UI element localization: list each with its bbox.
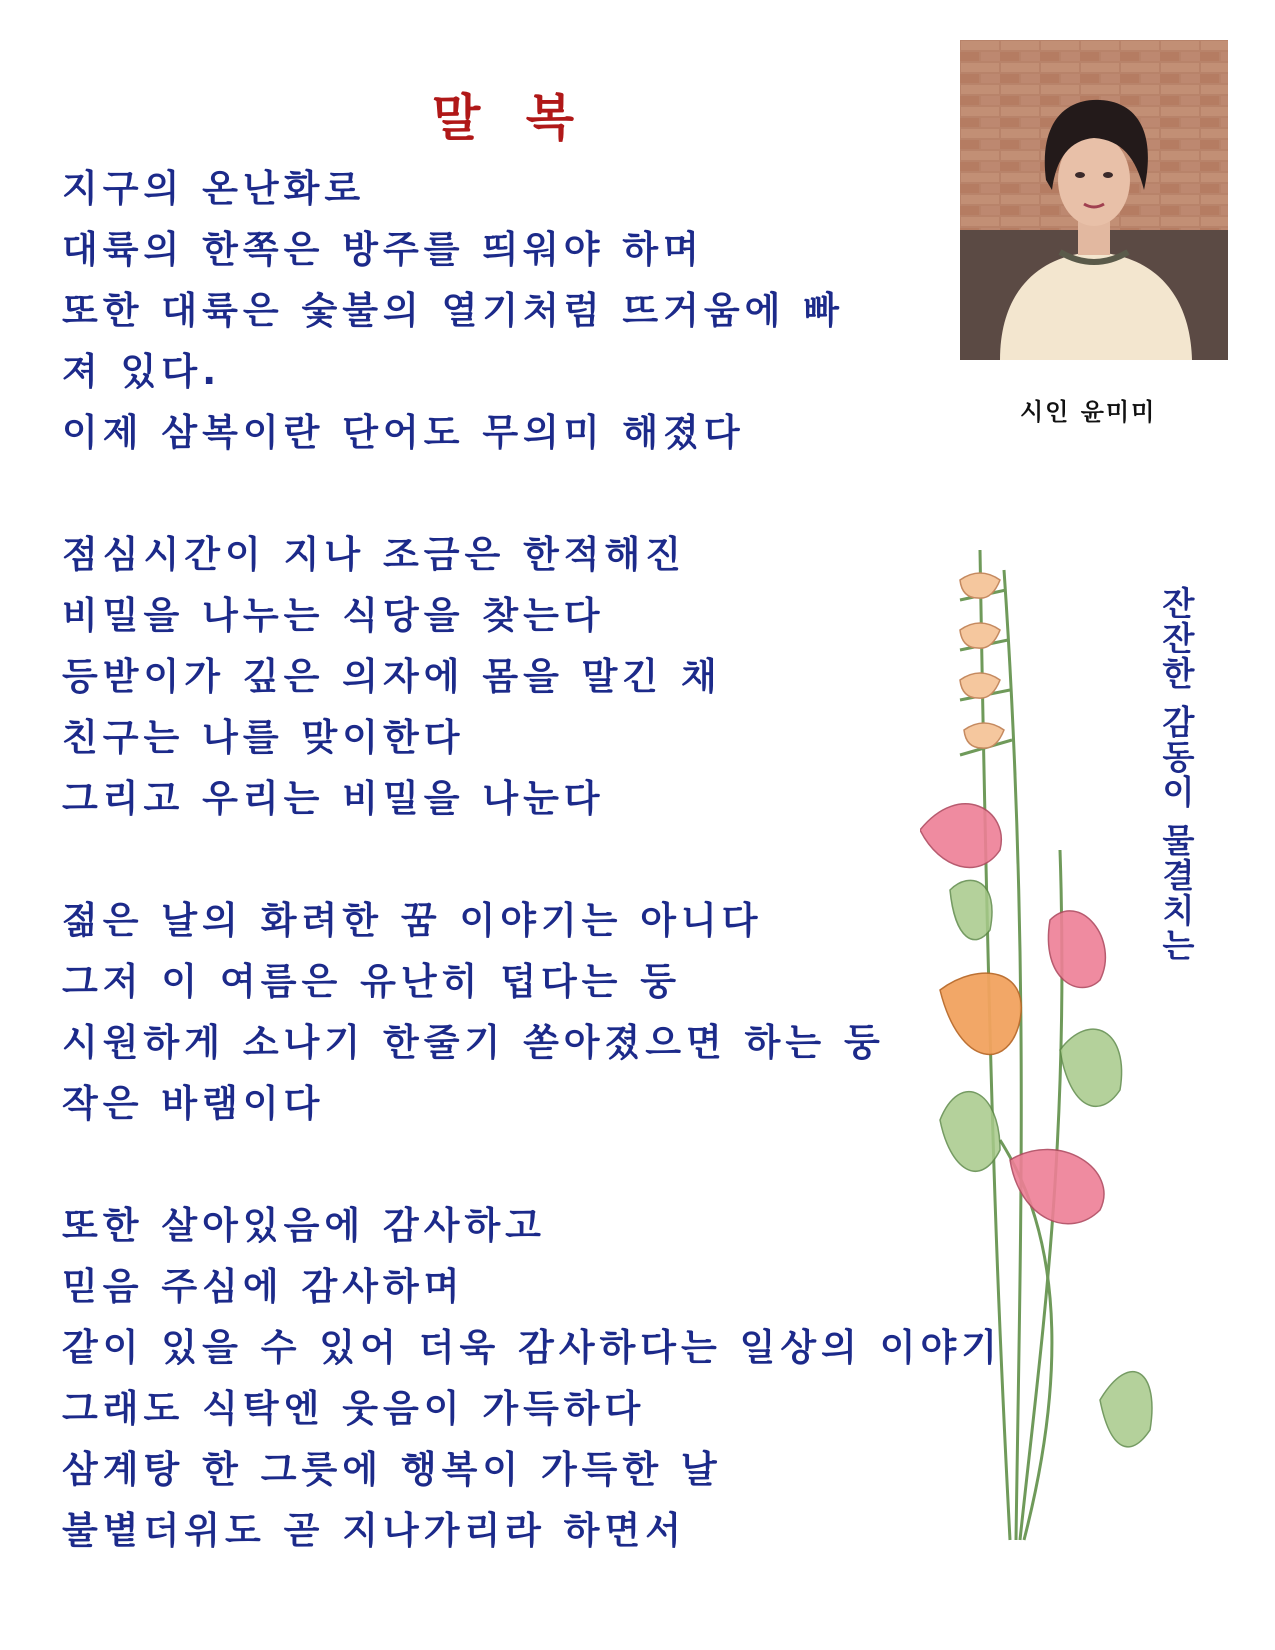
poem-line: 이제 삼복이란 단어도 무의미 해졌다: [62, 411, 745, 454]
poem-line: 또한 살아있음에 감사하고: [62, 1204, 546, 1247]
poem-line: 젊은 날의 화려한 꿈 이야기는 아니다: [62, 899, 763, 942]
vertical-side-text: 잔잔한 감동이 물결치는: [1157, 586, 1196, 963]
stanza-gap: [62, 1134, 942, 1195]
poem-line: 삼계탕 한 그릇에 행복이 가득한 날: [62, 1448, 722, 1491]
poem-line: 같이 있을 수 있어 더욱 감사하다는 일상의 이야기: [62, 1326, 1003, 1369]
poem-line: 지구의 온난화로: [62, 167, 366, 210]
poem-line: 그리고 우리는 비밀을 나눈다: [62, 777, 605, 820]
poem-line: 그래도 식탁엔 웃음이 가득하다: [62, 1387, 646, 1430]
poem-line: 작은 바램이다: [62, 1082, 325, 1125]
poem-line: 친구는 나를 맞이한다: [62, 716, 465, 759]
stanza-gap: [62, 829, 942, 890]
poem-line: 불볕더위도 곧 지나가리라 하면서: [62, 1509, 687, 1552]
poem-line: 대륙의 한쪽은 방주를 띄워야 하며: [62, 228, 704, 271]
flower-illustration: [920, 550, 1170, 1550]
poem-line: 점심시간이 지나 조금은 한적해진: [62, 533, 687, 576]
poem-line: 등받이가 깊은 의자에 몸을 말긴 채: [62, 655, 722, 698]
poet-photo: [960, 40, 1228, 360]
poem-line: 시원하게 소나기 한줄기 쏟아졌으면 하는 둥: [62, 1021, 885, 1064]
poem-line: 비밀을 나누는 식당을 찾는다: [62, 594, 605, 637]
stanza-gap: [62, 463, 942, 524]
poem-title: 말 복: [431, 88, 588, 147]
photo-caption: 시인 윤미미: [1020, 398, 1157, 426]
poem-line: 또한 대륙은 숯불의 열기처럼 뜨거움에 빠져 있다.: [62, 289, 845, 393]
poem-body: [62, 158, 1003, 1561]
poem-line: 그저 이 여름은 유난히 덥다는 둥: [62, 960, 682, 1003]
poet-portrait-image: [960, 40, 1228, 360]
poem-line: 믿음 주심에 감사하며: [62, 1265, 465, 1308]
